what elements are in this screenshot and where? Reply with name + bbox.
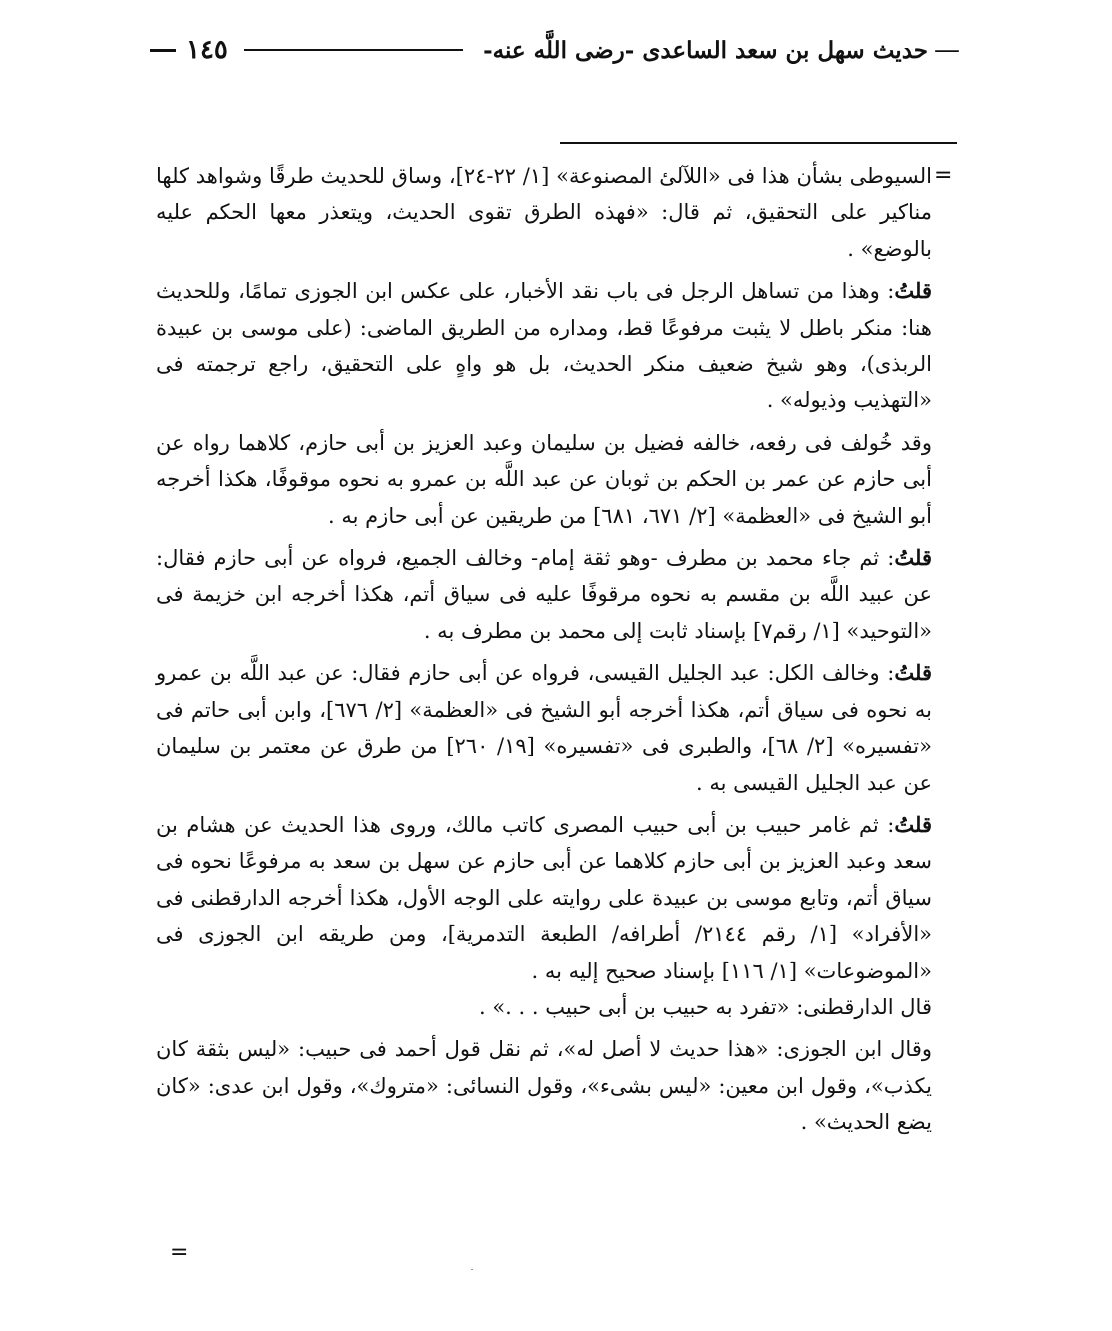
paragraph-lead: قلتُ bbox=[894, 545, 932, 571]
continuation-mark-top: = bbox=[934, 163, 953, 188]
paragraph-text: : ثم جاء محمد بن مطرف -وهو ثقة إمام- وخالف الجميع، فرواه عن أبى حازم فقال: عن عبيد اللَّه بن مقسم به نحوه مرقوفًا عليه فى سياق أتم، هكذا أخرجه ابن خزيمة فى «التوحيد» [١/ رقم٧] بإسناد ثابت إلى محمد بن مطرف به . bbox=[156, 546, 932, 643]
header-rule bbox=[244, 49, 463, 51]
paragraph-text: وقال ابن الجوزى: «هذا حديث لا أصل له»، ثم نقل قول أحمد فى حبيب: «ليس بثقة كان يكذب»، وقول ابن معين: «ليس بشىء»، وقول النسائى: «متروك»، وقول ابن عدى: «كان يضع الحديث» . bbox=[156, 1037, 932, 1135]
paragraph-text: السيوطى بشأن هذا فى «اللآلئ المصنوعة» [١/ ٢٢-٢٤]، وساق للحديث طرقًا وشواهد كلها مناكير على التحقيق، ثم قال: «فهذه الطرق تقوى الحديث، ويتعذر معها الحكم عليه بالوضع» . bbox=[156, 164, 932, 261]
footnote-separator bbox=[560, 142, 957, 144]
paragraph-lead: قلتُ bbox=[894, 660, 932, 686]
paragraph-text: : ثم غامر حبيب بن أبى حبيب المصرى كاتب مالك، وروى هذا الحديث عن هشام بن سعد وعبد العزيز بن أبى حازم كلاهما عن أبى حازم عن سهل بن سعد به مرفوعًا نحوه فى سياق أتم، وتابع موسى بن عبيدة على روايته على الوجه الأول، هكذا أخرجه الدارقطنى فى «الأفراد» [١/ رقم ٢١٤٤/ أطرافه/ الطبعة التدمرية]، ومن طريقه ابن الجوزى فى «الموضوعات» [١/ ١١٦] بإسناد صحيح إليه به . bbox=[156, 812, 932, 983]
footnote-body bbox=[156, 158, 932, 1147]
running-header bbox=[150, 30, 960, 70]
header-dash: — bbox=[934, 35, 960, 65]
paragraph-3 bbox=[156, 425, 932, 534]
paragraph-5 bbox=[156, 655, 932, 801]
paragraph-1 bbox=[156, 158, 932, 267]
page-number: ١٤٥ bbox=[186, 35, 228, 65]
continuation-mark-bottom: = bbox=[170, 1240, 189, 1265]
paragraph-text: : وهذا من تساهل الرجل فى باب نقد الأخبار، على عكس ابن الجوزى تمامًا، وللحديث هنا: منكر باطل لا يثبت مرفوعًا قط، ومداره من الطريق الماضى: (على موسى بن عبيدة الربذى)، وهو شيخ ضعيف منكر الحديث، بل هو واهٍ على التحقيق، راجع ترجمته فى «التهذيب وذيوله» . bbox=[156, 279, 932, 413]
paragraph-text: وقد خُولف فى رفعه، خالفه فضيل بن سليمان وعبد العزيز بن أبى حازم، كلاهما رواه عن أبى حازم عن عمر بن الحكم بن ثوبان عن عبد اللَّه بن عمرو به نحوه موقوفًا، هكذا أخرجه أبو الشيخ فى «العظمة» [٢/ ٦٧١، ٦٨١] من طريقين عن أبى حازم به . bbox=[156, 430, 932, 528]
paragraph-7 bbox=[156, 989, 932, 1025]
header-end-dash bbox=[150, 49, 176, 52]
paragraph-lead: قلتُ bbox=[894, 811, 932, 837]
paragraph-8 bbox=[156, 1031, 932, 1140]
paragraph-4 bbox=[156, 540, 932, 649]
paragraph-lead: قلتُ bbox=[894, 278, 932, 304]
paragraph-text: قال الدارقطنى: «تفرد به حبيب بن أبى حبيب . . .» . bbox=[478, 994, 932, 1019]
header-title: حديث سهل بن سعد الساعدى -رضى اللَّه عنه- bbox=[483, 36, 928, 64]
paragraph-text: : وخالف الكل: عبد الجليل القيسى، فرواه عن أبى حازم فقال: عن عبد اللَّه بن عمرو به نحوه فى سياق أتم، هكذا أخرجه أبو الشيخ فى «العظمة» [٢/ ٦٧٦]، وابن أبى حاتم فى «تفسيره» [٢/ ٦٨]، والطبرى فى «تفسيره» [١٩/ ٢٦٠] من طرق عن معتمر بن سليمان عن عبد الجليل القيسى به . bbox=[156, 661, 932, 795]
paragraph-2 bbox=[156, 273, 932, 419]
paragraph-6 bbox=[156, 807, 932, 989]
